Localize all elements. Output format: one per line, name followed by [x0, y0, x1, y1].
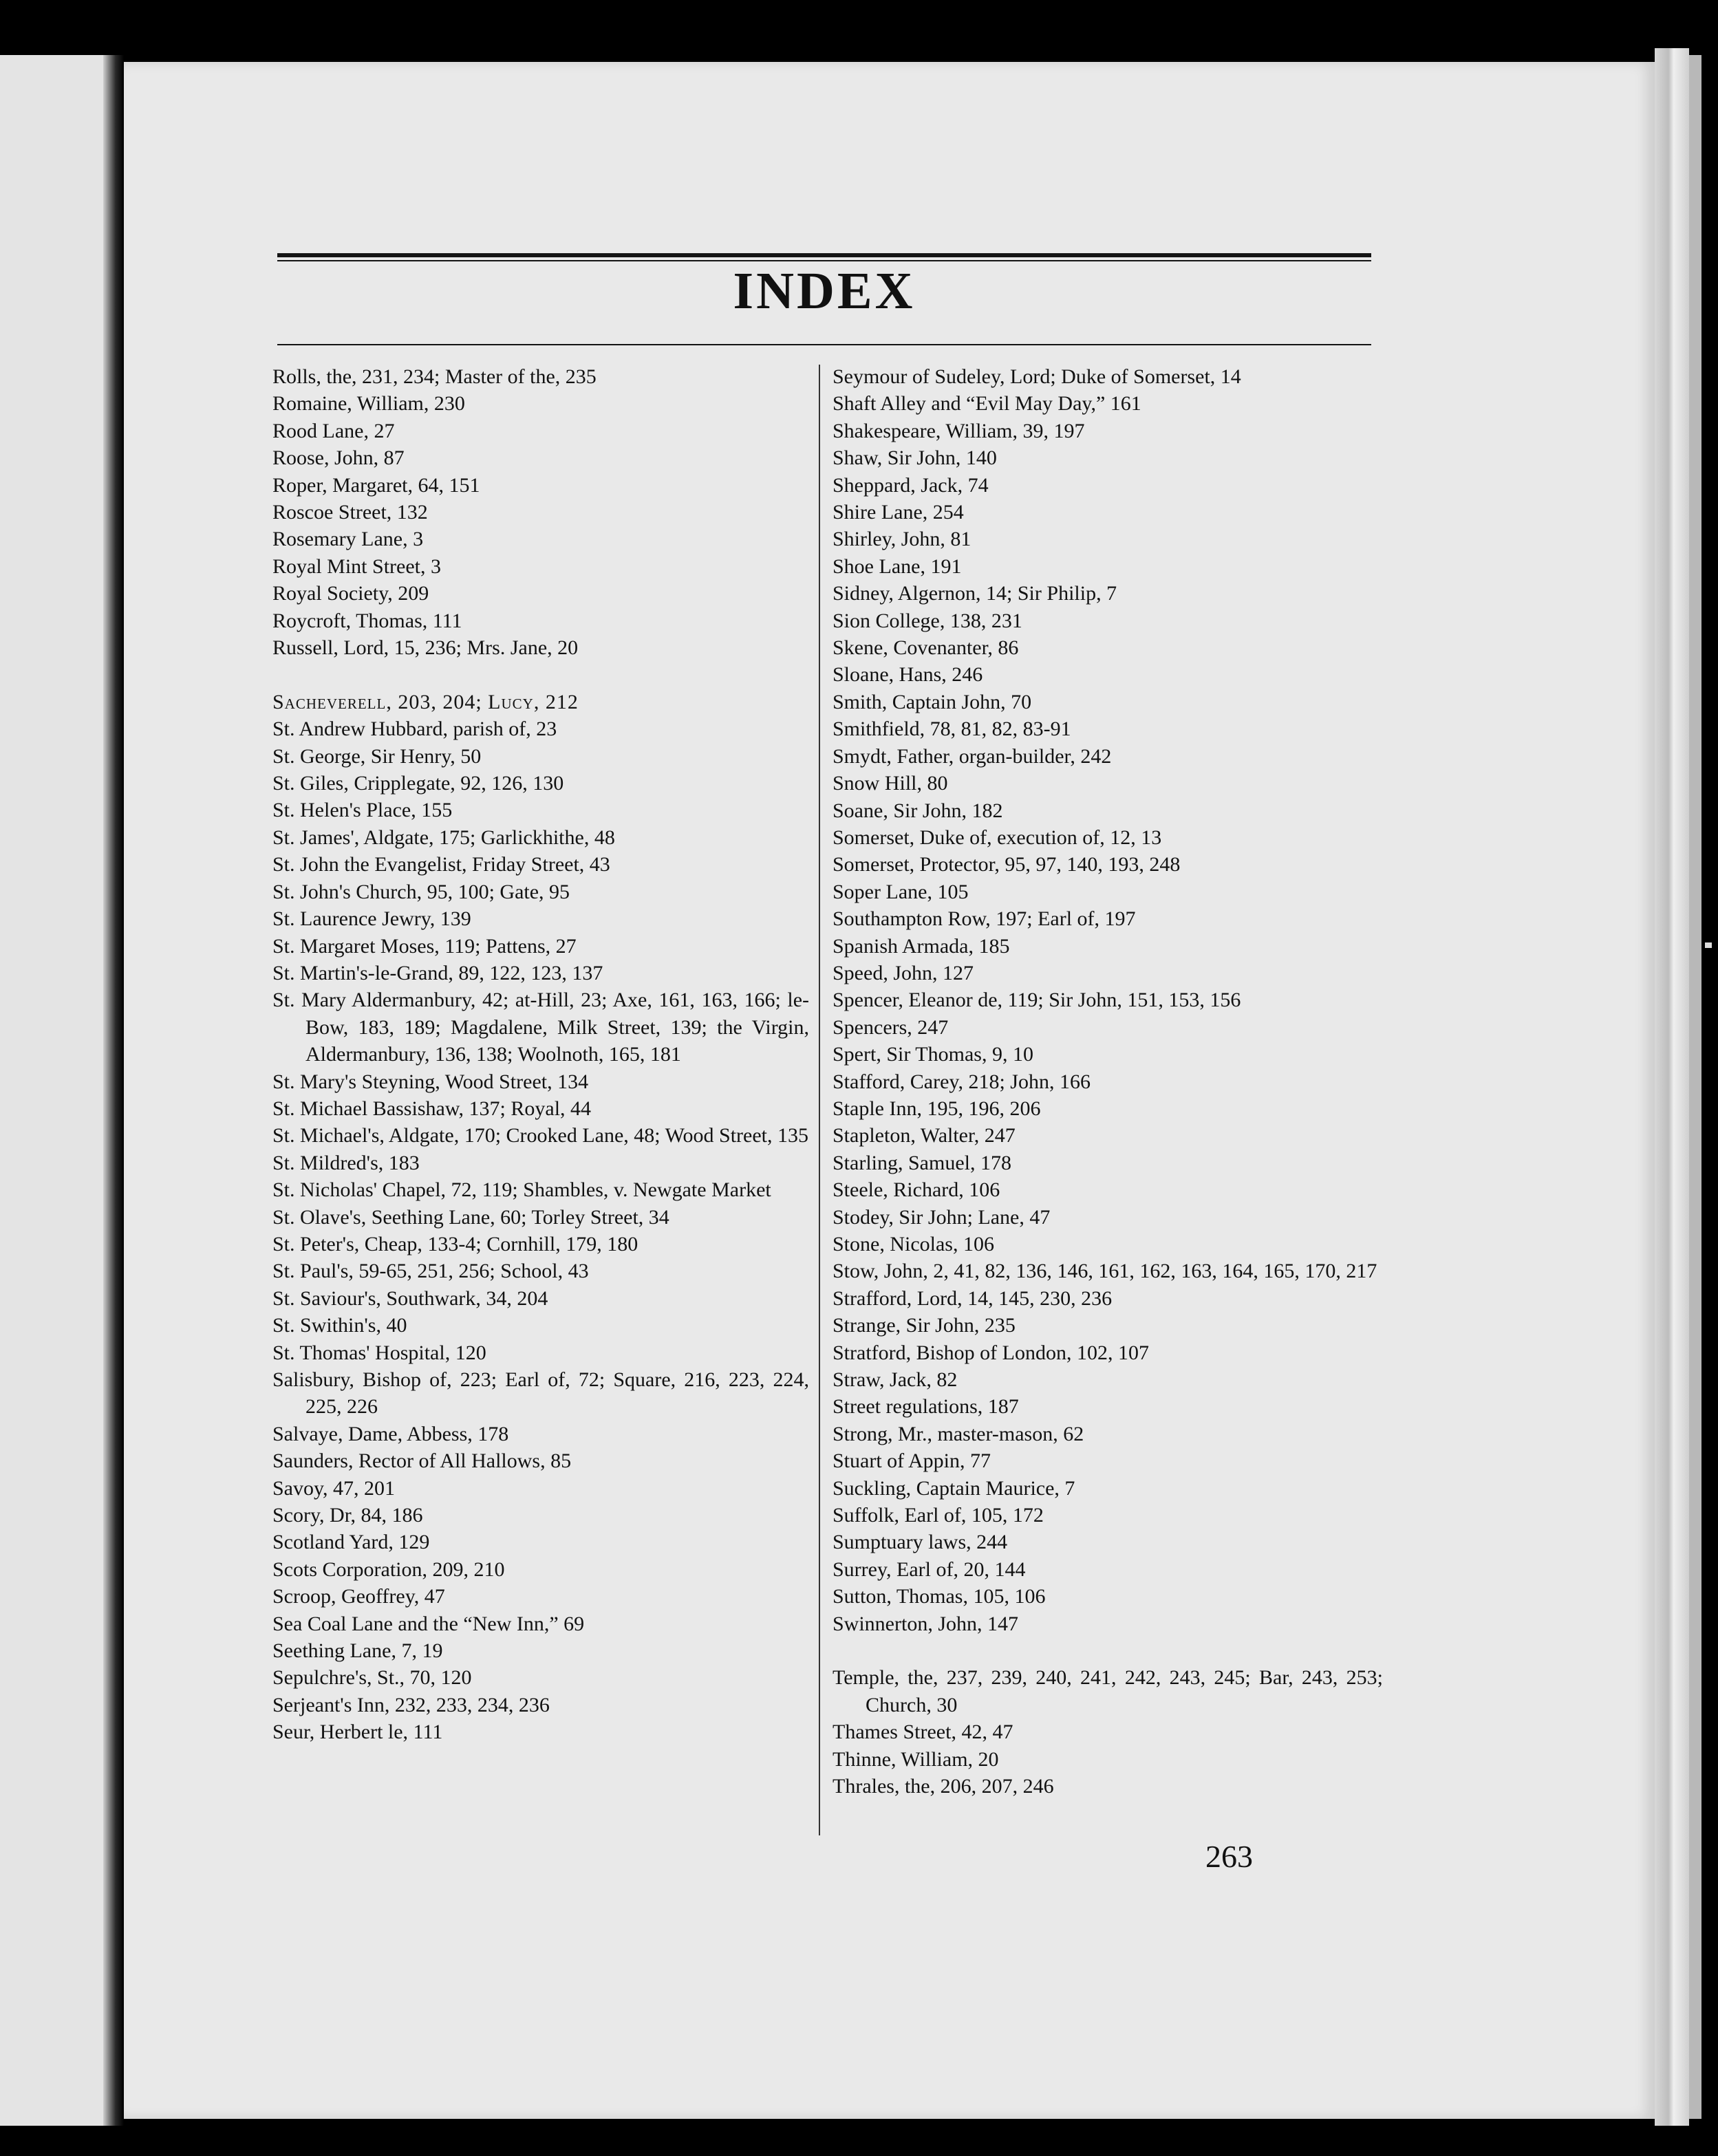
index-entry: St. Nicholas' Chapel, 72, 119; Shambles, v. Newgate Market [272, 1178, 771, 1202]
index-entry: St. Helen's Place, 155 [272, 799, 453, 822]
index-entry: St. Mildred's, 183 [272, 1151, 420, 1174]
index-entry: Sea Coal Lane and the “New Inn,” 69 [272, 1612, 585, 1635]
column-divider [819, 365, 820, 1835]
index-entry: Rolls, the, 231, 234; Master of the, 235 [272, 365, 597, 388]
index-entry: Staple Inn, 195, 196, 206 [833, 1097, 1041, 1120]
index-entry: Roose, John, 87 [272, 446, 405, 470]
index-entry: Smithfield, 78, 81, 82, 83-91 [833, 718, 1071, 741]
index-column-left [272, 363, 809, 1746]
index-entry: Scory, Dr, 84, 186 [272, 1504, 423, 1527]
index-entry: Rosemary Lane, 3 [272, 528, 424, 551]
index-entry: Strong, Mr., master-mason, 62 [833, 1422, 1084, 1445]
index-entry: Surrey, Earl of, 20, 144 [833, 1557, 1026, 1581]
index-entry: Shirley, John, 81 [833, 528, 971, 551]
index-entry: Suckling, Captain Maurice, 7 [833, 1476, 1075, 1500]
facing-page-edge [0, 55, 109, 2126]
index-entry-section-start: Sacheverell, 203, 204; Lucy, 212 [272, 690, 579, 713]
index-entry: St. Martin's-le-Grand, 89, 122, 123, 137 [272, 961, 603, 984]
page-number: 263 [1205, 1839, 1253, 1874]
index-entry: Smydt, Father, organ-builder, 242 [833, 744, 1112, 768]
index-entry: Sion College, 138, 231 [833, 609, 1022, 632]
index-entry: Saunders, Rector of All Hallows, 85 [272, 1449, 572, 1473]
title-underline-rule [277, 344, 1371, 345]
index-entry: Serjeant's Inn, 232, 233, 234, 236 [272, 1693, 550, 1716]
index-entry: Snow Hill, 80 [833, 772, 948, 795]
index-entry: Stodey, Sir John; Lane, 47 [833, 1205, 1051, 1229]
index-entry: St. Giles, Cripplegate, 92, 126, 130 [272, 772, 564, 795]
page-stack-edge-outer [1689, 55, 1701, 2119]
index-entry: Shire Lane, 254 [833, 501, 964, 524]
index-entry: Sepulchre's, St., 70, 120 [272, 1666, 472, 1690]
header-rule-thick [277, 253, 1371, 257]
index-entry: St. John the Evangelist, Friday Street, 43 [272, 853, 610, 876]
index-entry: Spanish Armada, 185 [833, 934, 1010, 958]
page-title: INDEX [733, 262, 916, 320]
index-entry: St. George, Sir Henry, 50 [272, 744, 482, 768]
index-entry: Seething Lane, 7, 19 [272, 1639, 443, 1663]
index-entry: Stone, Nicolas, 106 [833, 1233, 994, 1255]
index-entry: St. Saviour's, Southwark, 34, 204 [272, 1286, 548, 1310]
index-entry: Starling, Samuel, 178 [833, 1151, 1011, 1174]
index-entry: Scots Corporation, 209, 210 [272, 1557, 505, 1581]
index-entry: Roscoe Street, 132 [272, 501, 428, 524]
index-entry: Somerset, Protector, 95, 97, 140, 193, 248 [833, 853, 1181, 876]
index-entry: Shakespeare, William, 39, 197 [833, 419, 1085, 442]
index-entry: Salvaye, Dame, Abbess, 178 [272, 1422, 509, 1445]
index-entry: Spencers, 247 [833, 1015, 949, 1039]
index-entry: Sloane, Hans, 246 [833, 663, 983, 687]
index-entry: St. Margaret Moses, 119; Pattens, 27 [272, 934, 577, 958]
index-entry: Thrales, the, 206, 207, 246 [833, 1775, 1054, 1798]
index-entry: Spencer, Eleanor de, 119; Sir John, 151, 153, 156 [833, 989, 1241, 1012]
book-gutter [103, 55, 124, 2126]
index-entry: St. Olave's, Seething Lane, 60; Torley Street, 34 [272, 1205, 669, 1229]
index-entry: St. Mary Aldermanbury, 42; at-Hill, 23; Axe, 161, 163, 166; le-Bow, 183, 189; Magdalene, Milk Street, 139; the Virgin, Aldermanbury, 136, 138; Woolnoth, 165, 181 [272, 989, 809, 1066]
index-entry: Salisbury, Bishop of, 223; Earl of, 72; Square, 216, 223, 224, 225, 226 [272, 1368, 809, 1419]
index-entry: Royal Society, 209 [272, 582, 429, 605]
index-entry: Romaine, William, 230 [272, 392, 465, 416]
index-entry: Sutton, Thomas, 105, 106 [833, 1585, 1046, 1608]
index-entry: Steele, Richard, 106 [833, 1178, 1000, 1202]
index-entry: St. Paul's, 59-65, 251, 256; School, 43 [272, 1260, 589, 1283]
index-entry: Seur, Herbert le, 111 [272, 1721, 443, 1744]
index-entry: Street regulations, 187 [833, 1395, 1019, 1419]
index-entry: Southampton Row, 197; Earl of, 197 [833, 907, 1136, 931]
index-entry: Sidney, Algernon, 14; Sir Philip, 7 [833, 582, 1117, 605]
index-entry: Stapleton, Walter, 247 [833, 1124, 1016, 1147]
index-entry: Thinne, William, 20 [833, 1747, 999, 1771]
index-entry: Sheppard, Jack, 74 [833, 473, 989, 497]
index-entry: St. John's Church, 95, 100; Gate, 95 [272, 880, 570, 903]
index-entry: Royal Mint Street, 3 [272, 554, 441, 578]
index-entry: Stratford, Bishop of London, 102, 107 [833, 1341, 1149, 1364]
header-rule-thin [277, 260, 1371, 261]
index-column-right [833, 363, 1383, 1800]
index-entry: Scroop, Geoffrey, 47 [272, 1585, 445, 1608]
index-entry: Stow, John, 2, 41, 82, 136, 146, 161, 162, 163, 164, 165, 170, 217 [833, 1260, 1377, 1283]
index-entry: St. Mary's Steyning, Wood Street, 134 [272, 1070, 589, 1093]
index-entry: Shoe Lane, 191 [833, 554, 962, 578]
index-entry: Soper Lane, 105 [833, 880, 969, 903]
index-entry: Sumptuary laws, 244 [833, 1531, 1008, 1554]
index-entry: Speed, John, 127 [833, 961, 974, 984]
index-entry: St. Swithin's, 40 [272, 1314, 407, 1337]
index-entry: Stuart of Appin, 77 [833, 1449, 991, 1473]
index-entry: St. Michael's, Aldgate, 170; Crooked Lane, 48; Wood Street, 135 [272, 1124, 808, 1147]
index-entry: Rood Lane, 27 [272, 419, 395, 442]
index-entry: St. Peter's, Cheap, 133-4; Cornhill, 179, 180 [272, 1232, 638, 1255]
index-entry: Smith, Captain John, 70 [833, 690, 1032, 713]
index-entry: St. Michael Bassishaw, 137; Royal, 44 [272, 1097, 592, 1120]
index-entry: Roper, Margaret, 64, 151 [272, 473, 480, 497]
index-entry: Thames Street, 42, 47 [833, 1721, 1013, 1744]
index-entry: Strafford, Lord, 14, 145, 230, 236 [833, 1286, 1113, 1310]
scan-artifact [1705, 942, 1712, 948]
index-entry: Scotland Yard, 129 [272, 1531, 430, 1554]
index-entry: Strange, Sir John, 235 [833, 1314, 1016, 1337]
index-entry: Shaft Alley and “Evil May Day,” 161 [833, 392, 1141, 416]
index-entry: Savoy, 47, 201 [272, 1476, 396, 1500]
index-entry: Seymour of Sudeley, Lord; Duke of Somerset, 14 [833, 365, 1241, 388]
index-entry: Straw, Jack, 82 [833, 1368, 958, 1392]
index-entry: St. James', Aldgate, 175; Garlickhithe, 48 [272, 826, 615, 849]
index-entry: Suffolk, Earl of, 105, 172 [833, 1504, 1044, 1527]
index-entry: Roycroft, Thomas, 111 [272, 609, 462, 632]
index-entry: Shaw, Sir John, 140 [833, 446, 997, 470]
index-entry: St. Laurence Jewry, 139 [272, 907, 471, 931]
index-entry: Russell, Lord, 15, 236; Mrs. Jane, 20 [272, 636, 579, 660]
index-entry: Stafford, Carey, 218; John, 166 [833, 1070, 1091, 1093]
page-stack-edge [1655, 48, 1689, 2126]
index-entry: St. Andrew Hubbard, parish of, 23 [272, 718, 557, 741]
index-entry: Spert, Sir Thomas, 9, 10 [833, 1043, 1033, 1066]
index-entry: St. Thomas' Hospital, 120 [272, 1341, 486, 1364]
index-entry: Skene, Covenanter, 86 [833, 636, 1019, 660]
index-entry-section-start: Temple, the, 237, 239, 240, 241, 242, 243, 245; Bar, 243, 253; Church, 30 [833, 1666, 1383, 1716]
index-entry: Soane, Sir John, 182 [833, 799, 1003, 822]
index-entry: Swinnerton, John, 147 [833, 1612, 1018, 1635]
index-entry: Somerset, Duke of, execution of, 12, 13 [833, 826, 1162, 849]
